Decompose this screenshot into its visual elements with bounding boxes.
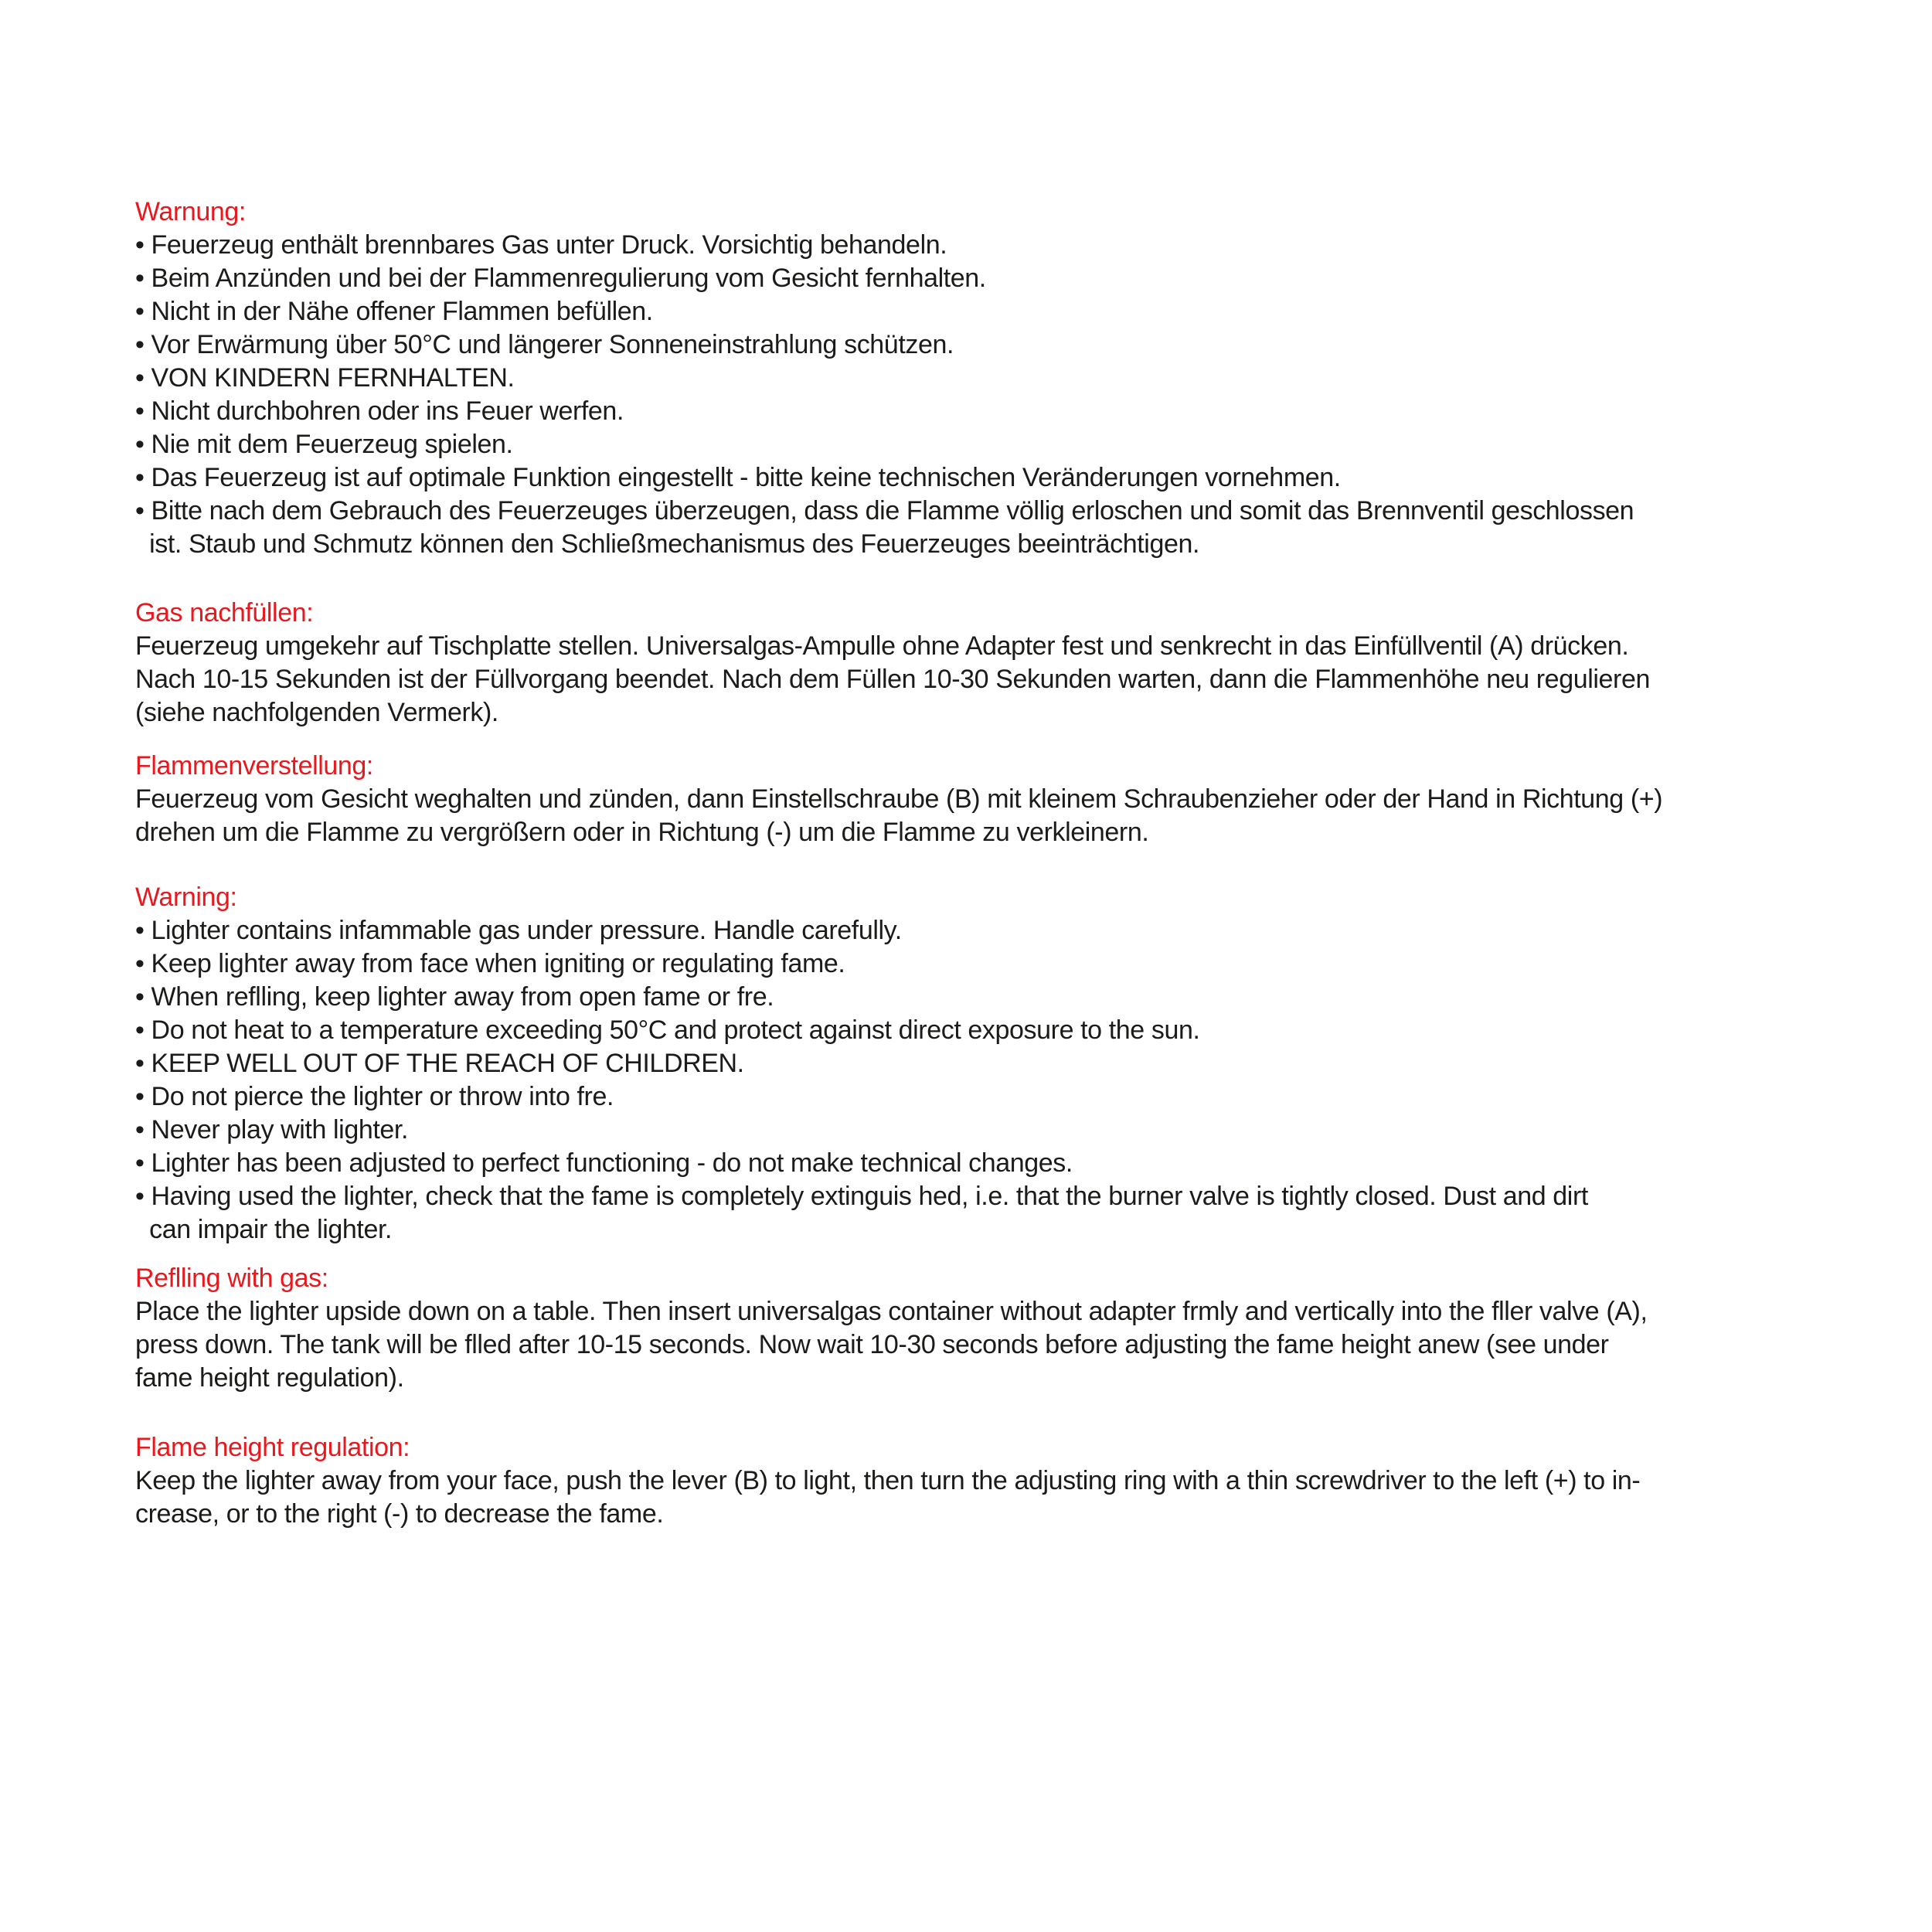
section-gas-nachfuellen <box>135 597 1897 730</box>
text-line: • Lighter has been adjusted to perfect functioning - do not make technical changes. <box>135 1148 1073 1178</box>
text-line: drehen um die Flamme zu vergrößern oder in Richtung (-) um die Flamme zu verkleinern. <box>135 818 1149 847</box>
text-line: • Vor Erwärmung über 50°C und längerer Sonneneinstrahlung schützen. <box>135 330 954 359</box>
section-warnung-de <box>135 196 1897 561</box>
text-line: Keep the lighter away from your face, push the lever (B) to light, then turn the adjusting ring with a thin screwdriver to the left (+) to in- <box>135 1466 1641 1495</box>
text-line: can impair the lighter. <box>135 1215 393 1244</box>
text-line: crease, or to the right (-) to decrease the fame. <box>135 1499 664 1529</box>
text-line: ist. Staub und Schmutz können den Schließmechanismus des Feuerzeuges beeinträchtigen. <box>135 529 1200 559</box>
text-line: • Lighter contains infammable gas under pressure. Handle carefully. <box>135 916 902 945</box>
text-line: • Do not heat to a temperature exceeding 50°C and protect against direct exposure to the sun. <box>135 1015 1200 1045</box>
text-line: • Never play with lighter. <box>135 1115 408 1145</box>
text-line: • KEEP WELL OUT OF THE REACH OF CHILDREN. <box>135 1049 744 1078</box>
text-line: • Feuerzeug enthält brennbares Gas unter Druck. Vorsichtig behandeln. <box>135 230 947 260</box>
text-line: Feuerzeug vom Gesicht weghalten und zünden, dann Einstellschraube (B) mit kleinem Schraubenzieher oder der Hand in Richtung (+) <box>135 784 1663 814</box>
section-heading-gas-nachfuellen: Gas nachfüllen: <box>135 598 314 628</box>
text-line: • Having used the lighter, check that the fame is completely extinguis hed, i.e. that the burner valve is tightly closed. Dust and dirt <box>135 1182 1588 1211</box>
section-warning-en <box>135 881 1897 1247</box>
section-flame-height-regulation <box>135 1431 1897 1531</box>
section-heading-flame-height-regulation: Flame height regulation: <box>135 1433 410 1462</box>
text-line: Nach 10-15 Sekunden ist der Füllvorgang beendet. Nach dem Füllen 10-30 Sekunden warten, dann die Flammenhöhe neu regulieren <box>135 665 1650 694</box>
text-line: • Nie mit dem Feuerzeug spielen. <box>135 430 513 459</box>
text-line: • VON KINDERN FERNHALTEN. <box>135 363 515 393</box>
text-line: • When reflling, keep lighter away from open fame or fre. <box>135 982 774 1012</box>
section-heading-flammenverstellung: Flammenverstellung: <box>135 751 373 781</box>
instruction-document <box>135 196 1897 1531</box>
text-line: • Das Feuerzeug ist auf optimale Funktion eingestellt - bitte keine technischen Veränderungen vornehmen. <box>135 463 1341 492</box>
text-line: • Bitte nach dem Gebrauch des Feuerzeuges überzeugen, dass die Flamme völlig erloschen und somit das Brennventil geschlossen <box>135 496 1634 526</box>
text-line: (siehe nachfolgenden Vermerk). <box>135 698 498 727</box>
text-line: press down. The tank will be flled after 10-15 seconds. Now wait 10-30 seconds before adjusting the fame height anew (see under <box>135 1330 1609 1359</box>
section-heading-warning-en: Warning: <box>135 883 237 912</box>
text-line: fame height regulation). <box>135 1363 404 1393</box>
text-line: • Keep lighter away from face when igniting or regulating fame. <box>135 949 845 978</box>
text-line: • Beim Anzünden und bei der Flammenregulierung vom Gesicht fernhalten. <box>135 264 986 293</box>
section-refilling-with-gas <box>135 1262 1897 1395</box>
section-heading-refilling-with-gas: Reflling with gas: <box>135 1264 328 1293</box>
text-line: • Nicht in der Nähe offener Flammen befüllen. <box>135 297 653 326</box>
text-line: • Do not pierce the lighter or throw into fre. <box>135 1082 614 1111</box>
section-flammenverstellung <box>135 750 1897 849</box>
text-line: • Nicht durchbohren oder ins Feuer werfen. <box>135 396 624 426</box>
text-line: Place the lighter upside down on a table. Then insert universalgas container without adapter frmly and vertically into the fller valve (A), <box>135 1297 1648 1326</box>
text-line: Feuerzeug umgekehr auf Tischplatte stellen. Universalgas-Ampulle ohne Adapter fest und senkrecht in das Einfüllventil (A) drücken. <box>135 631 1629 661</box>
section-heading-warnung-de: Warnung: <box>135 197 246 226</box>
